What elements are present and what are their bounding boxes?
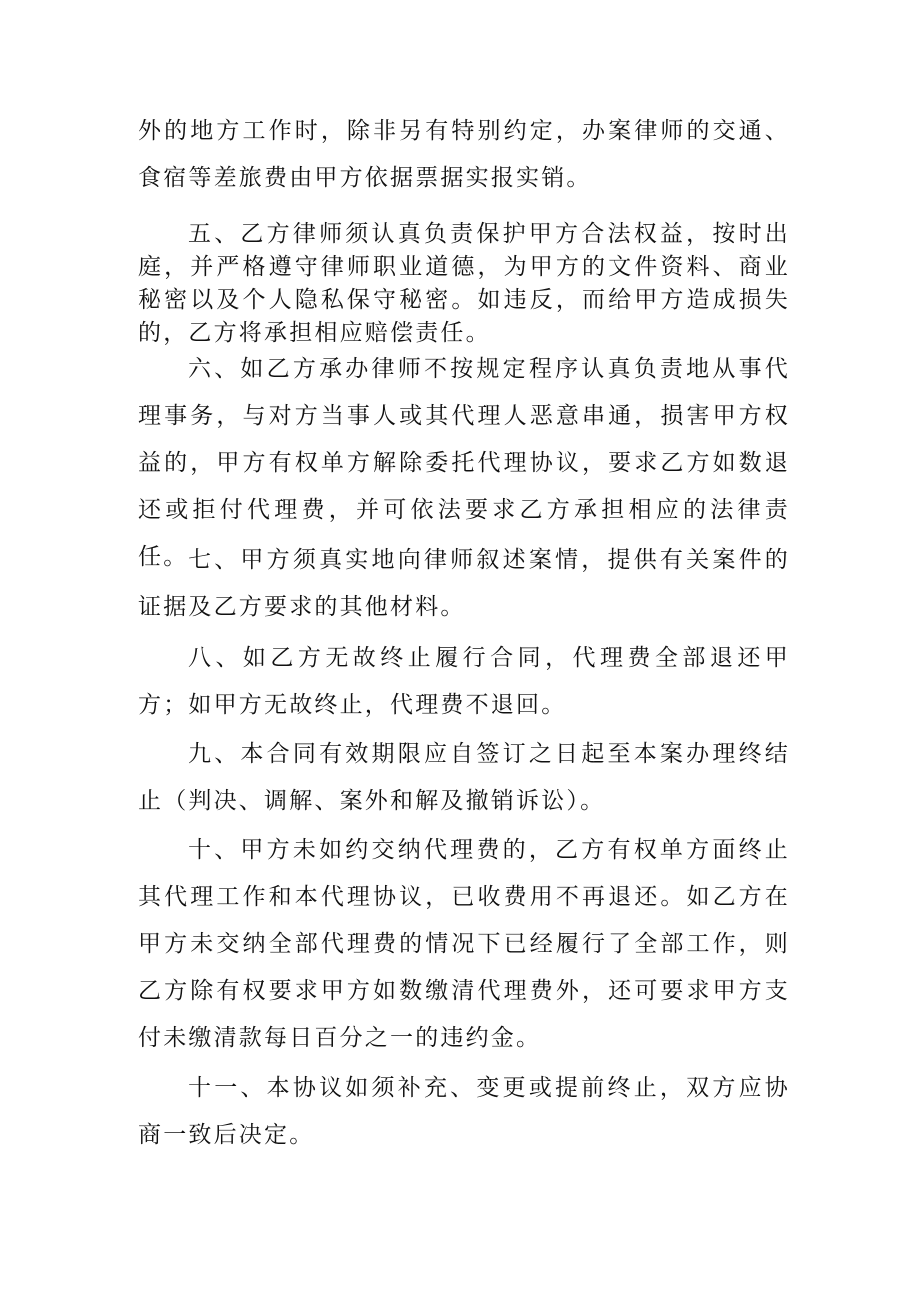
paragraph-clause-7: 七、甲方须真实地向律师叙述案情，提供有关案件的证据及乙方要求的其他材料。 bbox=[138, 547, 790, 620]
paragraph-clause-10: 十、甲方未如约交纳代理费的，乙方有权单方面终止其代理工作和本代理协议，已收费用不再退还。如乙方在甲方未交纳全部代理费的情况下已经履行了全部工作，则乙方除有权要求甲方如数缴清代理费外，还可要求甲方支付未缴清款每日百分之一的违约金。 bbox=[138, 837, 790, 1051]
paragraph-travel-expenses-continued: 外的地方工作时，除非另有特别约定，办案律师的交通、食宿等差旅费由甲方依据票据实报实销。 bbox=[138, 118, 790, 191]
paragraph-clause-11: 十一、本协议如须补充、变更或提前终止，双方应协商一致后决定。 bbox=[138, 1075, 790, 1148]
paragraph-clause-8: 八、如乙方无故终止履行合同，代理费全部退还甲方；如甲方无故终止，代理费不退回。 bbox=[138, 645, 790, 718]
paragraph-clause-5: 五、乙方律师须认真负责保护甲方合法权益，按时出庭，并严格遵守律师职业道德，为甲方的文件资料、商业秘密以及个人隐私保守秘密。如违反，而给甲方造成损失的，乙方将承担相应赔偿责任。 bbox=[138, 221, 790, 346]
paragraph-clause-9: 九、本合同有效期限应自签订之日起至本案办理终结止（判决、调解、案外和解及撤销诉讼）。 bbox=[138, 741, 790, 814]
paragraph-clause-6: 六、如乙方承办律师不按规定程序认真负责地从事代理事务，与对方当事人或其代理人恶意串通，损害甲方权益的，甲方有权单方解除委托代理协议，要求乙方如数退还或拒付代理费，并可依法要求乙方承担相应的法律责任。 bbox=[138, 356, 790, 570]
